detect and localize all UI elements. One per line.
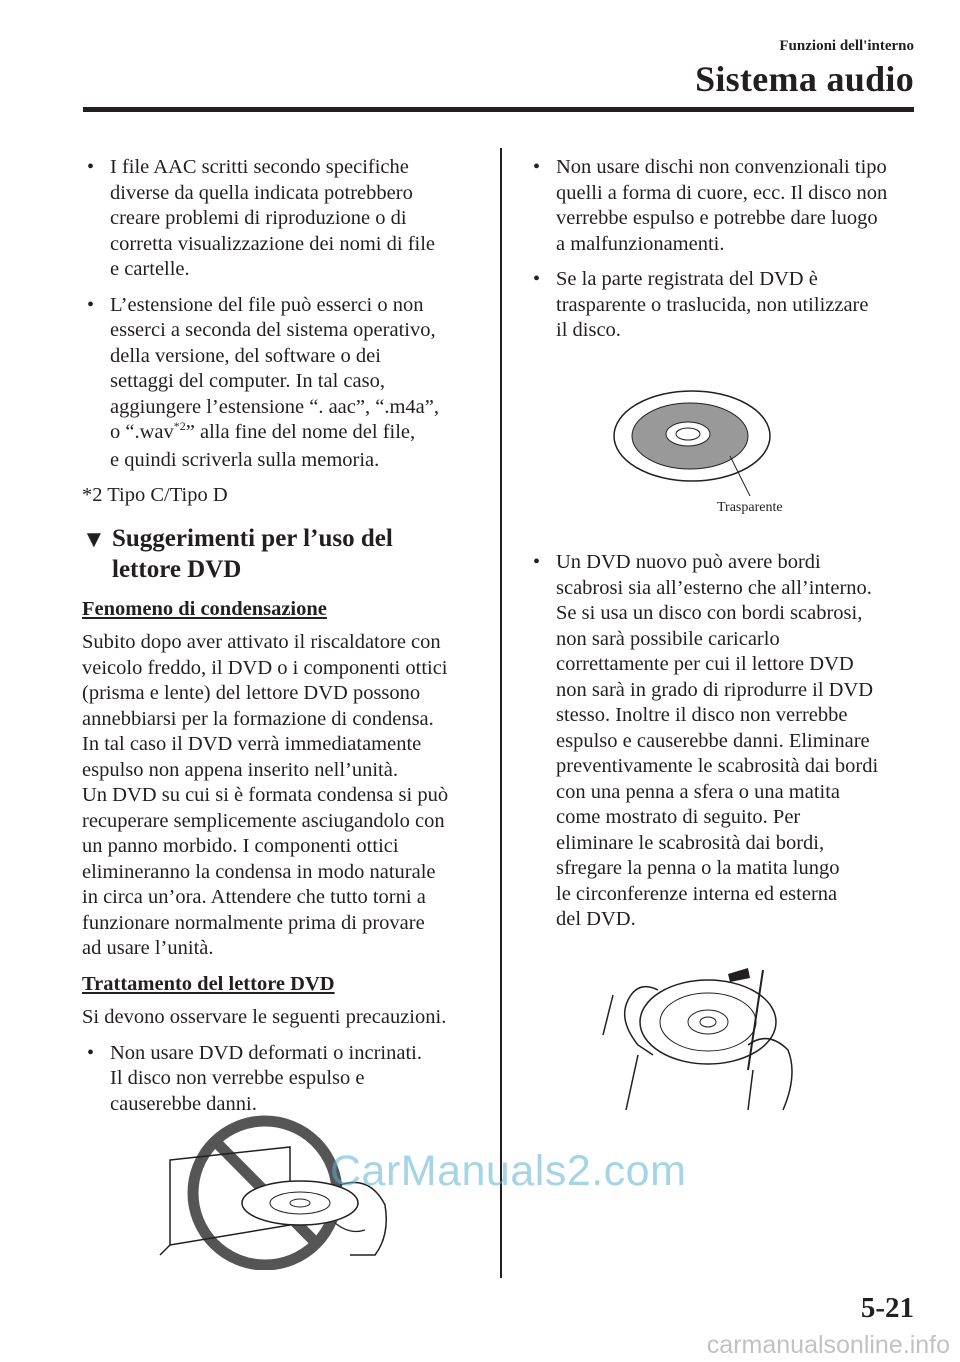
header-section-label: Funzioni dell'interno — [779, 38, 914, 54]
bullet-extension-wav: o “.wav — [110, 421, 174, 443]
right-column-lower — [528, 550, 928, 943]
triangle-marker-icon: ▼ — [82, 526, 106, 553]
subheading-handling: Trattamento del lettore DVD — [82, 972, 335, 995]
page-number: 5-21 — [860, 1292, 914, 1324]
transparent-disc-illustration — [612, 384, 782, 504]
bullet-extension-last: e quindi scriverla sulla memoria. — [110, 448, 380, 471]
bullet-file-extension — [82, 293, 482, 474]
bullet-extension-end: ” alla fine del nome del file, — [185, 421, 416, 443]
subheading-condensation: Fenomeno di condensazione — [82, 597, 327, 620]
paragraph-handling: Si devono osservare le seguenti precauzioni. — [82, 1006, 447, 1028]
right-column — [528, 155, 928, 354]
bullet-rough-edges: • Un DVD nuovo può avere bordi scabrosi sia all’esterno che all’interno. Se si usa un disco con bordi scabrosi, non sarà possibile caricarlo correttamente per cui il lettore DVD non sarà in grado di riprodurre il DVD stesso. Inoltre il disco non verrebbe espulso e causerebbe danni. Eliminare preventivamente le scabrosità dai bordi con una penna a sfera o una matita come mostrato di seguito. Per eliminare le scabrosità dai bordi, sfregare la penna o la matita lungo le circonferenze interna ed esterna del DVD. — [528, 550, 928, 933]
section-heading-text: Suggerimenti per l’uso del lettore DVD — [112, 524, 393, 583]
footer-watermark: carmanualsonline.info — [706, 1331, 950, 1359]
footnote: *2 Tipo C/Tipo D — [82, 484, 228, 506]
pen-smoothing-illustration — [598, 960, 828, 1115]
bullet-deformed-dvd: • Non usare DVD deformati o incrinati. Il disco non verrebbe espulso e causerebbe danni. — [82, 1041, 482, 1118]
section-heading — [82, 523, 482, 585]
bullet-aac-spec: • I file AAC scritti secondo specifiche diverse da quella indicata potrebbero creare problemi di riproduzione o di corretta visualizzazione dei nomi di file e cartelle. — [82, 155, 482, 283]
header-rule — [83, 107, 914, 112]
bullet-transparent-discs: • Se la parte registrata del DVD è trasparente o traslucida, non utilizzare il disco. — [528, 267, 928, 344]
paragraph-condensation: Subito dopo aver attivato il riscaldatore con veicolo freddo, il DVD o i componenti ottici (prisma e lente) del lettore DVD possono annebbiarsi per la formazione di condensa. In tal caso il DVD verrà immediatamente espulso non appena inserito nell’unità. Un DVD su cui si è formata condensa si può recuperare semplicemente asciugandolo con un panno morbido. I componenti ottici elimineranno la condensa in modo naturale in circa un’ora. Attendere che tutto torni a funzionare normalmente prima di provare ad usare l’unità. — [82, 631, 449, 959]
bullet-nonstandard-discs: • Non usare dischi non convenzionali tipo quelli a forma di cuore, ecc. Il disco non verrebbe espulso e potrebbe dare luogo a malfunzionamenti. — [528, 155, 928, 257]
watermark-carmanuals2: CarManuals2.com — [330, 1147, 687, 1195]
page-title: Sistema audio — [695, 59, 914, 99]
bullet-extension-text: L’estensione del file può esserci o non esserci a seconda del sistema operativo, della versione, del software o dei settaggi del computer. In tal caso, aggiungere l’estensione “. aac”, “.m4a”, — [110, 293, 439, 418]
transparent-label: Trasparente — [717, 500, 783, 515]
column-divider — [500, 148, 502, 1278]
left-column — [82, 155, 482, 1127]
footnote-ref: *2 — [173, 419, 186, 433]
